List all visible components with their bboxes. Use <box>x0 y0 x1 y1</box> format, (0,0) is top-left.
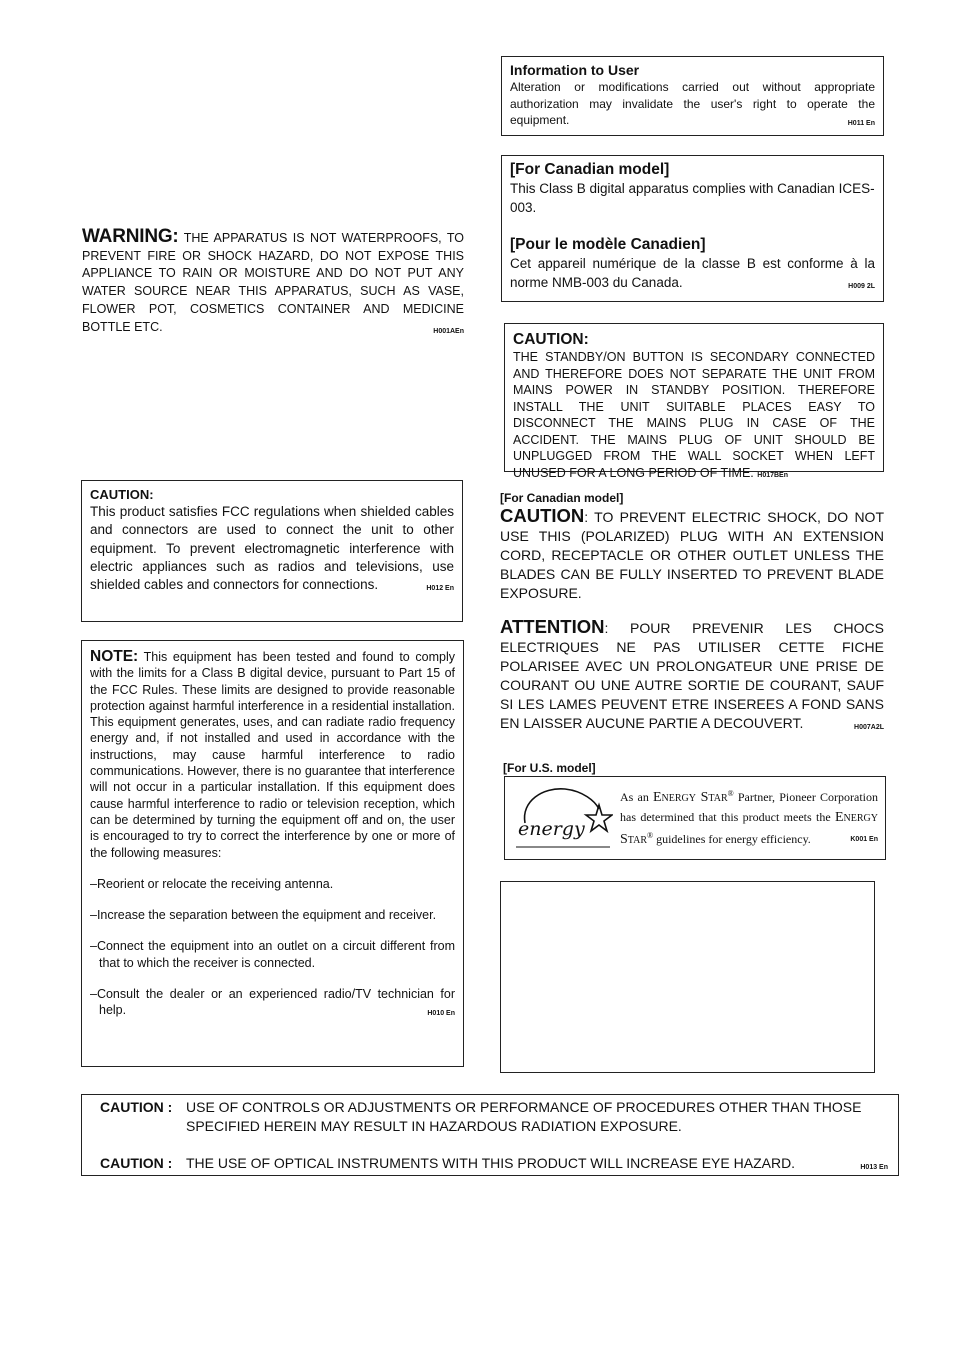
canadian-code: H009 2L <box>848 282 875 290</box>
note-measure: –Increase the separation between the equipment and receiver. <box>90 908 437 923</box>
canadian-title-en: [For Canadian model] <box>510 161 670 178</box>
caution-fcc-code: H012 En <box>426 585 454 593</box>
canadian-plug-code: H007A2L <box>854 724 884 731</box>
canadian-plug-label: [For Canadian model] <box>500 491 624 505</box>
canadian-body-en: This Class B digital apparatus complies with Canadian ICES-003. <box>510 181 875 215</box>
warning-code: H001AEn <box>433 327 464 335</box>
note-body: NOTE: This equipment has been tested and found to comply with the limits for a Class B digital device, pursuant to Part 15 of the FCC Rules. These limits are designed to provide reasonable protection against harmful interference in a residential installation. This equipment generates, uses, and can radiate radio frequency energy and, if not installed and used in accordance with the instructions, may cause harmful interference to radio communications. However, there is no guarantee that interference will not occur in a particular installation. If this equipment does cause harmful interference to radio or television reception, which can be determined by turning the equipment off and on, the user is encouraged to try to correct the interference by one or more of the following measures: <box>90 648 455 860</box>
energy-star-logo <box>513 783 613 853</box>
canadian-model-box <box>501 155 884 302</box>
laser-caution-box <box>81 1094 899 1176</box>
energy-star-text: As an Energy Star® Partner, Pioneer Corporation has determined that this product meets the Energy Star® guidelines for energy efficiency. K001 En <box>620 785 878 850</box>
laser-caution-text: USE OF CONTROLS OR ADJUSTMENTS OR PERFORMANCE OF PROCEDURES OTHER THAN THOSE SPECIFIED HEREIN MAY RESULT IN HAZARDOUS RADIATION EXPOSURE. <box>186 1099 862 1134</box>
laser-caution-label: CAUTION : <box>100 1099 173 1115</box>
fcc-note-box <box>81 640 464 1067</box>
laser-caution-row <box>82 1154 898 1173</box>
laser-caution-text: THE USE OF OPTICAL INSTRUMENTS WITH THIS PRODUCT WILL INCREASE EYE HAZARD. H013 En <box>186 1154 888 1173</box>
us-model-label: [For U.S. model] <box>503 761 596 775</box>
canadian-plug-caution-text: CAUTION: TO PREVENT ELECTRIC SHOCK, DO NOT USE THIS (POLARIZED) PLUG WITH AN EXTENSION CORD, RECEPTACLE OR OTHER OUTLET UNLESS THE BLADES CAN BE FULLY INSERTED TO PREVENT BLADE EXPOSURE. <box>500 505 884 601</box>
caution-standby-box <box>504 323 884 480</box>
warning-text <box>82 228 464 340</box>
canadian-body-fr: Cet appareil numérique de la classe B est conforme à la norme NMB-003 du Canada. H009 2L <box>510 255 875 292</box>
canadian-plug-caution <box>500 490 884 737</box>
caution-fcc-body: This product satisfies FCC regulations when shielded cables and connectors are used to connect the unit to other equipment. To prevent electromagnetic interference with electric appliances such as radios and televisions, use shielded cables and connectors for connections. H012 En <box>90 503 454 594</box>
info-to-user-code: H011 En <box>847 120 875 127</box>
laser-caution-row <box>82 1098 898 1136</box>
energy-star-code: K001 En <box>850 836 878 843</box>
info-to-user-title: Information to User <box>510 62 640 78</box>
info-to-user-body: Alteration or modifications carried out without appropriate authorization may invalidate the user's right to operate the equipment. H011 En <box>510 79 875 129</box>
canadian-plug-attention-text: ATTENTION: POUR PREVENIR LES CHOCS ELECTRIQUES NE PAS UTILISER CETTE FICHE POLARISEE AVEC UN PROLONGATEUR UNE PRISE DE COURANT OU UNE AUTRE SORTIE DE COURANT, SAUF SI LES LAMES PEUVENT ETRE INSEREES A FOND SANS EN LAISSER AUCUNE PARTIE A DECOUVERT. H007A2L <box>500 617 884 733</box>
laser-caution-code: H013 En <box>860 1164 888 1171</box>
caution-standby-body: THE STANDBY/ON BUTTON IS SECONDARY CONNECTED AND THEREFORE DOES NOT SEPARATE THE UNIT FROM MAINS POWER IN STANDBY POSITION. THEREFORE INSTALL THE UNIT SUITABLE PLACES EASY TO DISCONNECT THE MAINS PLUG IN CASE OF THE ACCIDENT. THE MAINS PLUG OF UNIT SHOULD BE UNPLUGGED FROM THE WALL SOCKET WHEN LEFT UNUSED FOR A LONG PERIOD OF TIME. H017BEn <box>513 350 875 480</box>
note-measure: –Consult the dealer or an experienced radio/TV technician for help. H010 En <box>90 986 455 1019</box>
energy-star-box <box>504 776 886 860</box>
warning-label: WARNING: <box>82 226 179 247</box>
caution-fcc-title: CAUTION: <box>90 487 154 502</box>
caution-fcc-box <box>81 480 463 622</box>
note-measure: –Reorient or relocate the receiving antenna. <box>90 876 334 891</box>
canadian-title-fr: [Pour le modèle Canadien] <box>510 236 706 253</box>
caution-standby-title: CAUTION: <box>513 331 589 348</box>
svg-text:energy: energy <box>518 818 585 840</box>
caution-standby-code: H017BEn <box>757 471 788 479</box>
warning-body: THE APPARATUS IS NOT WATERPROOFS, TO PREVENT FIRE OR SHOCK HAZARD, DO NOT EXPOSE THIS APPLIANCE TO RAIN OR MOISTURE AND DO NOT PUT ANY WATER SOURCE NEAR THIS APPARATUS, SUCH AS VASE, FLOWER POT, COSMETICS CONTAINER AND MEDICINE BOTTLE ETC. <box>82 231 464 334</box>
note-measure: –Connect the equipment into an outlet on a circuit different from that to which the receiver is connected. <box>90 939 455 970</box>
blank-label-box <box>500 881 875 1073</box>
note-code: H010 En <box>427 1010 455 1018</box>
info-to-user-box <box>501 56 884 136</box>
laser-caution-label: CAUTION : <box>100 1155 173 1171</box>
